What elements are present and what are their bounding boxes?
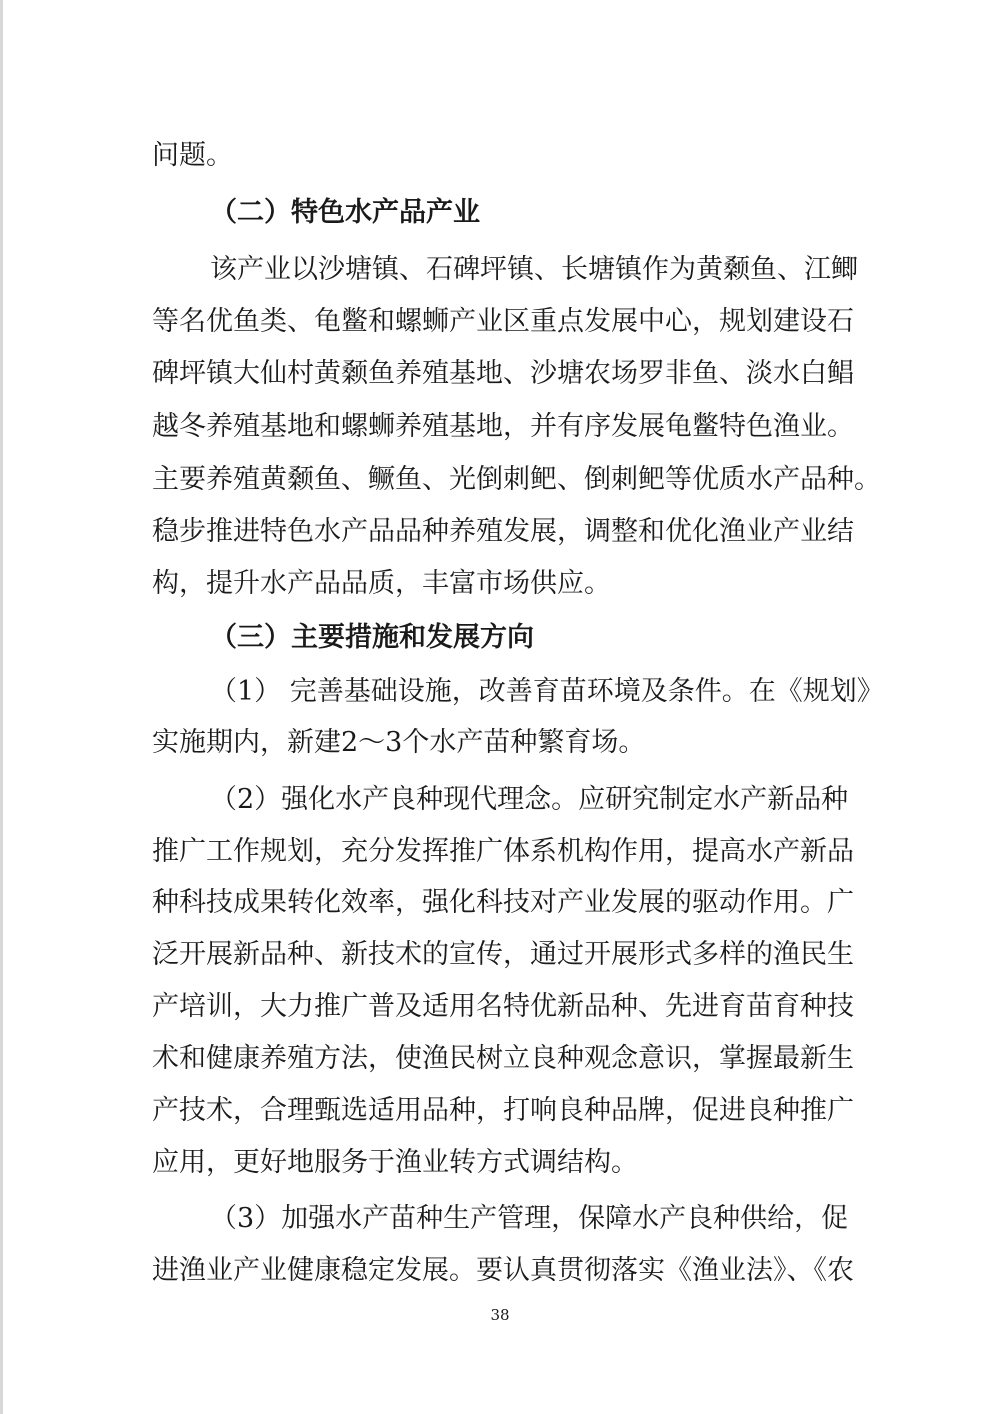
paragraph-line: 产技术，合理甄选适用品种，打响良种品牌，促进良种推广 [152, 1095, 854, 1126]
paragraph-line: 推广工作规划，充分发挥推广体系机构作用，提高水产新品 [152, 836, 854, 867]
paragraph-line: 稳步推进特色水产品品种养殖发展，调整和优化渔业产业结 [152, 516, 854, 547]
paragraph-line: （2）强化水产良种现代理念。应研究制定水产新品种 [210, 784, 849, 815]
paragraph-line: 构，提升水产品品质，丰富市场供应。 [152, 568, 611, 599]
paragraph-line: 该产业以沙塘镇、石碑坪镇、长塘镇作为黄颡鱼、江鲫 [210, 254, 858, 285]
paragraph-line: （1） 完善基础设施，改善育苗环境及条件。在《规划》 [210, 676, 884, 707]
paragraph-line: 泛开展新品种、新技术的宣传，通过开展形式多样的渔民生 [152, 939, 854, 970]
paragraph-line: 主要养殖黄颡鱼、鳜鱼、光倒刺鲃、倒刺鲃等优质水产品种。 [152, 464, 881, 495]
paragraph-line: （3）加强水产苗种生产管理，保障水产良种供给，促 [210, 1203, 849, 1234]
paragraph-line: 碑坪镇大仙村黄颡鱼养殖基地、沙塘农场罗非鱼、淡水白鲳 [152, 358, 854, 389]
paragraph-line: 实施期内，新建2～3个水产苗种繁育场。 [152, 727, 646, 758]
paragraph-line: 产培训，大力推广普及适用名特优新品种、先进育苗育种技 [152, 991, 854, 1022]
paragraph-line: 进渔业产业健康稳定发展。要认真贯彻落实《渔业法》、《农 [152, 1255, 854, 1286]
paragraph-line: 越冬养殖基地和螺蛳养殖基地，并有序发展龟鳖特色渔业。 [152, 411, 854, 442]
paragraph-line: 应用，更好地服务于渔业转方式调结构。 [152, 1147, 638, 1178]
page-number: 38 [490, 1306, 510, 1324]
paragraph-line: 术和健康养殖方法，使渔民树立良种观念意识，掌握最新生 [152, 1043, 854, 1074]
section-heading: （二）特色水产品产业 [210, 197, 480, 228]
paragraph-line: 种科技成果转化效率，强化科技对产业发展的驱动作用。广 [152, 887, 854, 918]
section-heading: （三）主要措施和发展方向 [210, 622, 534, 653]
page-binding-edge [0, 0, 3, 1414]
body-line: 问题。 [152, 140, 233, 171]
paragraph-line: 等名优鱼类、龟鳖和螺蛳产业区重点发展中心，规划建设石 [152, 306, 854, 337]
